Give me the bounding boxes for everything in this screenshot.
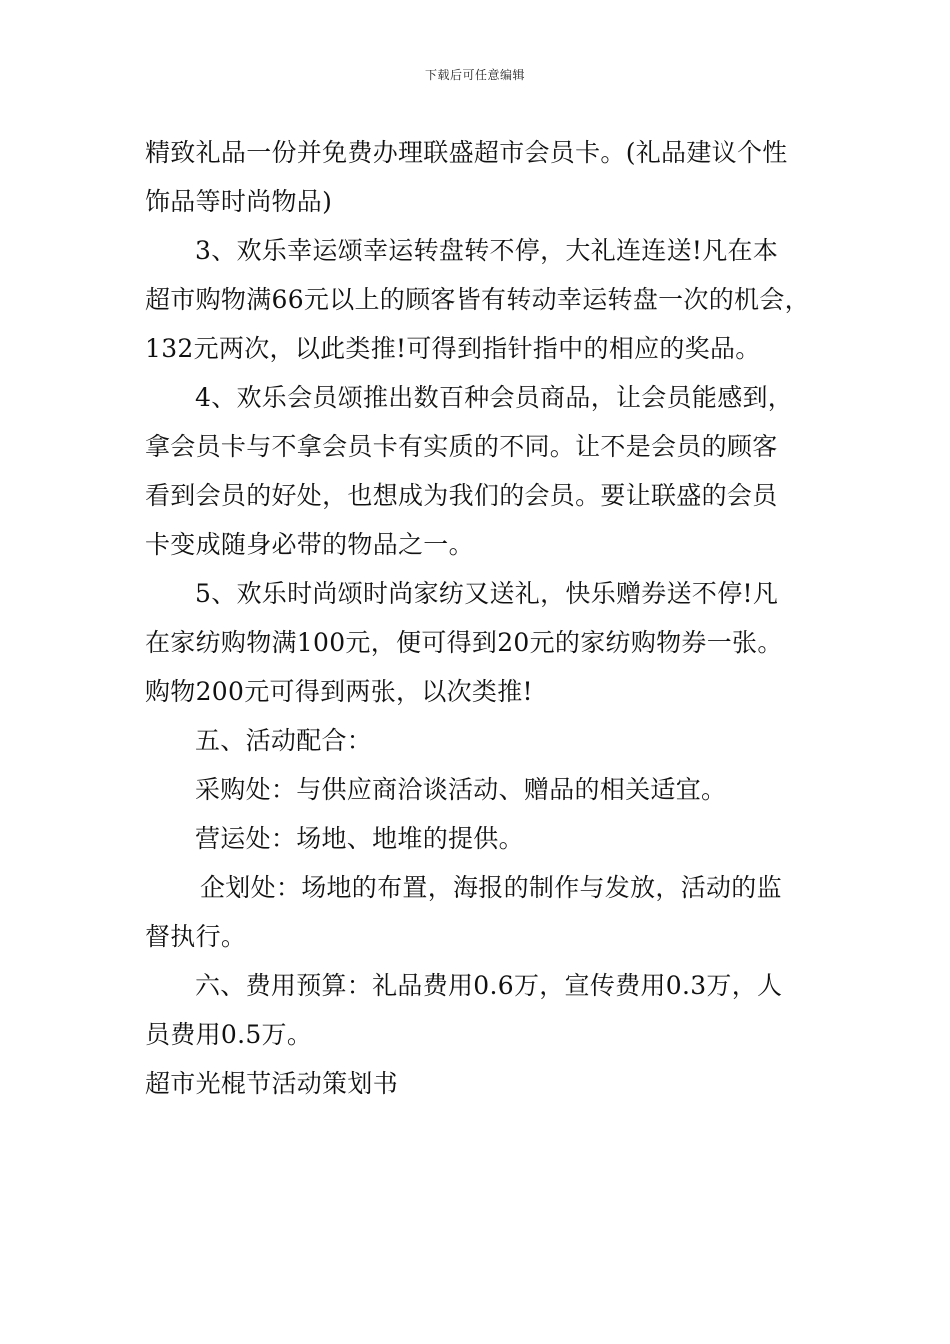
body-line: 132元两次，以此类推!可得到指针指中的相应的奖品。 bbox=[145, 334, 761, 363]
body-line: 拿会员卡与不拿会员卡有实质的不同。让不是会员的顾客 bbox=[145, 432, 778, 461]
body-line: 员费用0.5万。 bbox=[145, 1020, 313, 1049]
list-item-3-line: 3、欢乐幸运颂幸运转盘转不停，大礼连连送!凡在本 bbox=[195, 236, 779, 265]
body-line: 超市购物满66元以上的顾客皆有转动幸运转盘一次的机会， bbox=[145, 285, 810, 314]
document-body bbox=[145, 128, 820, 1108]
list-item-4-line: 4、欢乐会员颂推出数百种会员商品，让会员能感到， bbox=[195, 383, 794, 412]
page-header-note: 下载后可任意编辑 bbox=[424, 68, 525, 82]
list-item-5-line: 5、欢乐时尚颂时尚家纺又送礼，快乐赠券送不停!凡 bbox=[195, 579, 779, 608]
document-title: 超市光棍节活动策划书 bbox=[145, 1069, 399, 1098]
body-line: 精致礼品一份并免费办理联盛超市会员卡。(礼品建议个性 bbox=[145, 138, 788, 167]
body-line: 饰品等时尚物品) bbox=[145, 187, 333, 216]
body-line: 营运处：场地、地堆的提供。 bbox=[195, 824, 524, 853]
section-heading-5: 五、活动配合： bbox=[195, 726, 373, 755]
body-line: 卡变成随身必带的物品之一。 bbox=[145, 530, 474, 559]
body-line: 购物200元可得到两张，以次类推! bbox=[145, 677, 533, 706]
body-line: 看到会员的好处，也想成为我们的会员。要让联盛的会员 bbox=[145, 481, 778, 510]
body-line: 企划处：场地的布置，海报的制作与发放，活动的监 bbox=[200, 873, 782, 902]
body-line: 采购处：与供应商洽谈活动、赠品的相关适宜。 bbox=[195, 775, 727, 804]
section-heading-6: 六、费用预算：礼品费用0.6万，宣传费用0.3万，人 bbox=[195, 971, 783, 1000]
body-line: 在家纺购物满100元，便可得到20元的家纺购物券一张。 bbox=[145, 628, 783, 657]
body-line: 督执行。 bbox=[145, 922, 247, 951]
